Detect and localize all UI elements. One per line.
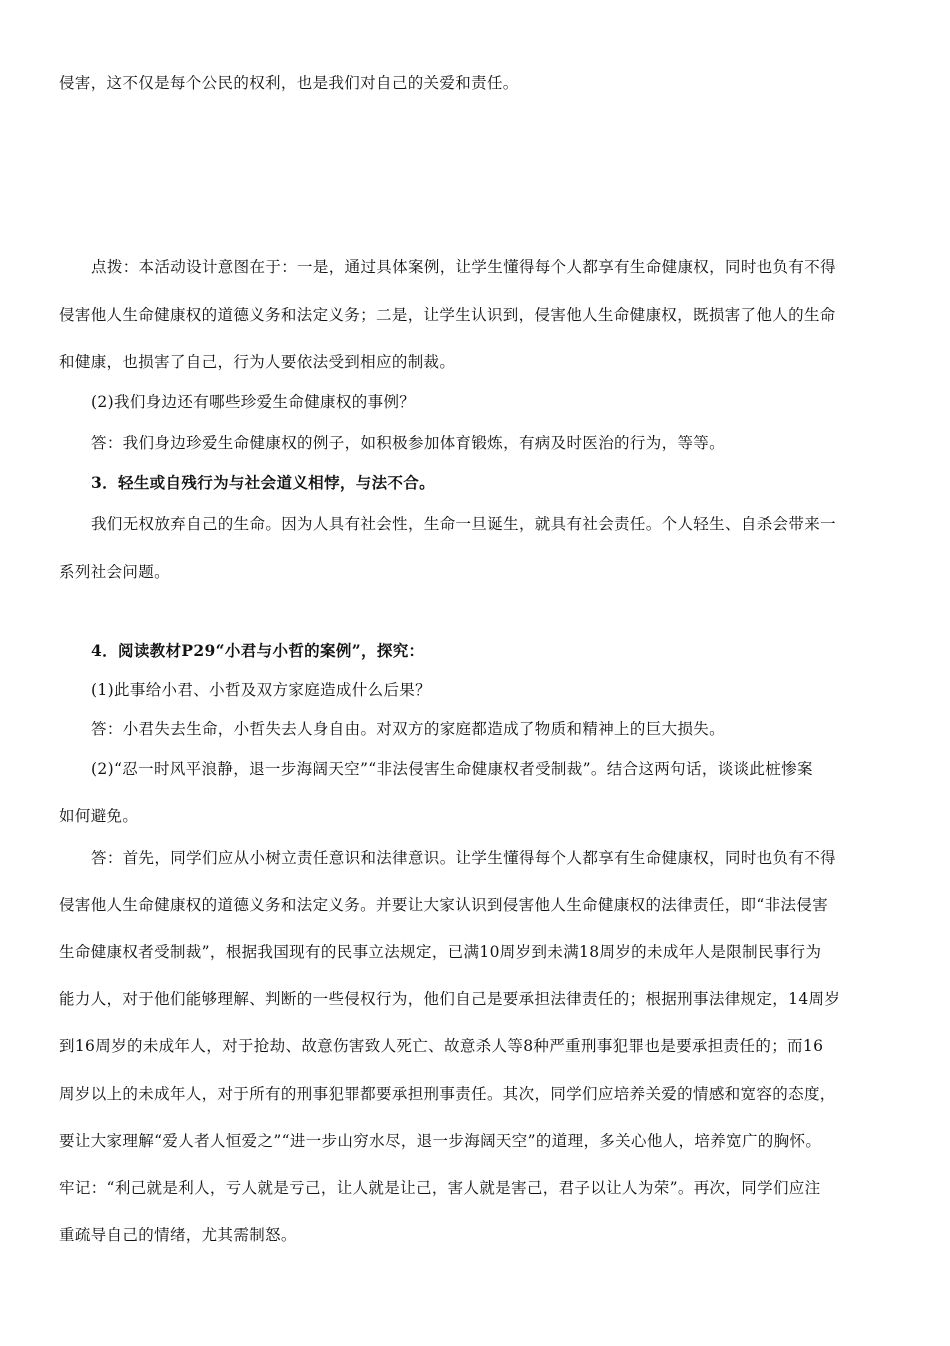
answer-line: 侵害他人生命健康权的道德义务和法定义务。并要让大家认识到侵害他人生命健康权的法律责任，即“非法侵害 <box>59 896 829 914</box>
answer-line: 重疏导自己的情绪，尤其需制怒。 <box>59 1226 297 1244</box>
paragraph-line: 系列社会问题。 <box>59 563 170 581</box>
paragraph-line: 我们无权放弃自己的生命。因为人具有社会性，生命一旦诞生，就具有社会责任。个人轻生、自杀会带来一 <box>91 515 836 533</box>
answer-line: 要让大家理解“爱人者人恒爱之”“进一步山穷水尽，退一步海阔天空”的道理，多关心他人，培养宽广的胸怀。 <box>59 1132 822 1150</box>
answer-line: 牢记：“利己就是利人，亏人就是亏己，让人就是让己，害人就是害己，君子以让人为荣”。再次，同学们应注 <box>59 1179 821 1197</box>
answer-line: 答：我们身边珍爱生命健康权的例子，如积极参加体育锻炼，有病及时医治的行为，等等。 <box>91 434 726 452</box>
answer-line: 生命健康权者受制裁”，根据我国现有的民事立法规定，已满10周岁到未满18周岁的未成年人是限制民事行为 <box>59 943 822 961</box>
answer-line: 能力人，对于他们能够理解、判断的一些侵权行为，他们自己是要承担法律责任的；根据刑事法律规定，14周岁 <box>59 990 841 1008</box>
answer-line: 周岁以上的未成年人，对于所有的刑事犯罪都要承担刑事责任。其次，同学们应培养关爱的情感和宽容的态度， <box>59 1085 836 1103</box>
paragraph-line: 和健康，也损害了自己，行为人要依法受到相应的制裁。 <box>59 353 456 371</box>
paragraph-line: 点拨：本活动设计意图在于：一是，通过具体案例，让学生懂得每个人都享有生命健康权，同时也负有不得 <box>91 258 836 276</box>
answer-line: 答：首先，同学们应从小树立责任意识和法律意识。让学生懂得每个人都享有生命健康权，同时也负有不得 <box>91 849 836 867</box>
question-line: 如何避免。 <box>59 807 139 825</box>
section-heading: 4．阅读教材P29“小君与小哲的案例”，探究： <box>91 641 425 660</box>
section-heading: 3．轻生或自残行为与社会道义相悖，与法不合。 <box>91 473 435 492</box>
question-line: (1)此事给小君、小哲及双方家庭造成什么后果？ <box>91 681 432 699</box>
question-line: (2)我们身边还有哪些珍爱生命健康权的事例？ <box>91 393 416 411</box>
paragraph-line: 侵害他人生命健康权的道德义务和法定义务；二是，让学生认识到，侵害他人生命健康权，既损害了他人的生命 <box>59 306 836 324</box>
answer-line: 答：小君失去生命，小哲失去人身自由。对双方的家庭都造成了物质和精神上的巨大损失。 <box>91 720 726 738</box>
paragraph-line: 侵害，这不仅是每个公民的权利，也是我们对自己的关爱和责任。 <box>59 74 519 92</box>
answer-line: 到16周岁的未成年人，对于抢劫、故意伤害致人死亡、故意杀人等8种严重刑事犯罪也是要承担责任的；而16 <box>59 1037 824 1055</box>
question-line: (2)“忍一时风平浪静，退一步海阔天空”“非法侵害生命健康权者受制裁”。结合这两句话，谈谈此桩惨案 <box>91 760 813 778</box>
